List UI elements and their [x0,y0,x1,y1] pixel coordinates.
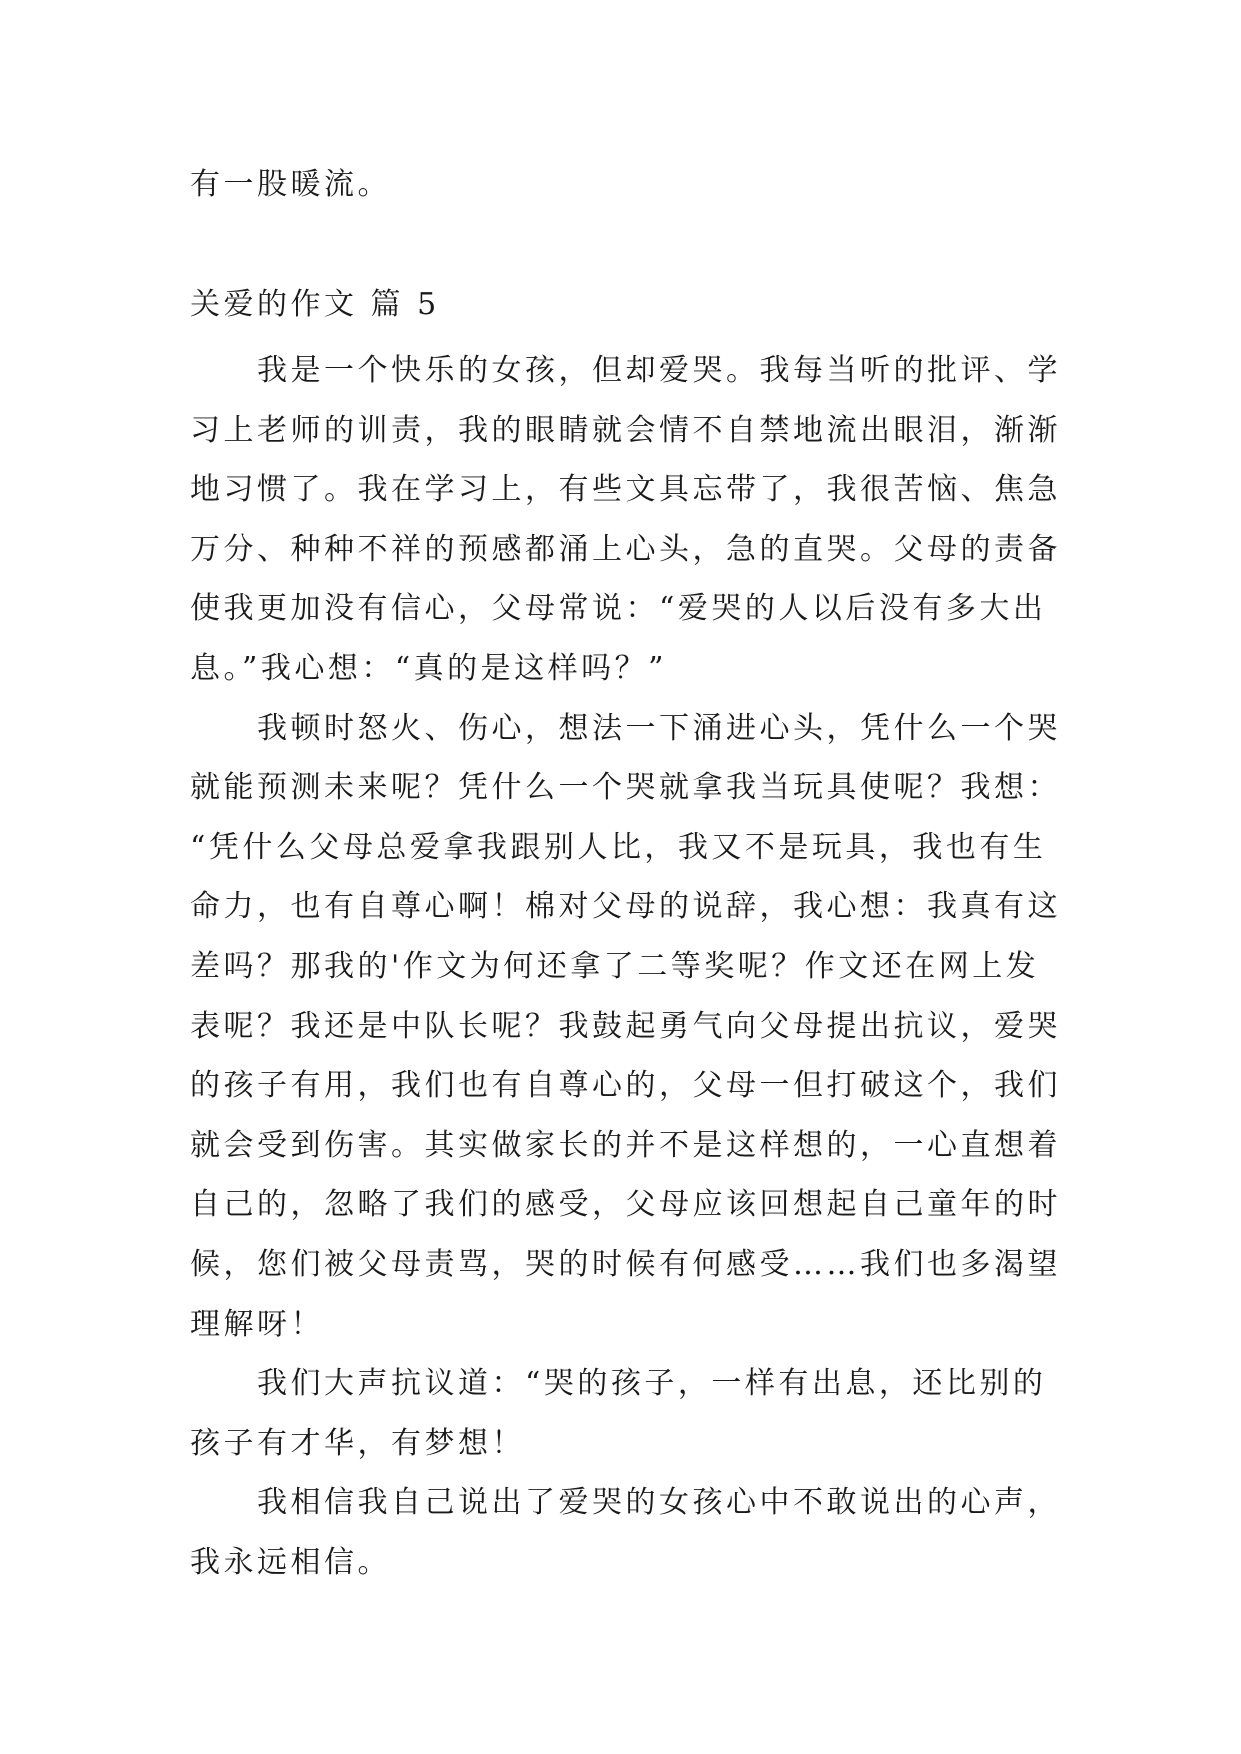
paragraph-line: 我顿时怒火、伤心，想法一下涌进心头，凭什么一个哭 [257,710,1061,746]
paragraph-line: 万分、种种不祥的预感都涌上心头，急的直哭。父母的责备 [190,531,1061,567]
paragraph-line: 息。”我心想：“真的是这样吗？” [190,650,668,686]
paragraph-line: 就会受到伤害。其实做家长的并不是这样想的，一心直想着 [190,1127,1061,1163]
paragraph-line: 表呢？我还是中队长呢？我鼓起勇气向父母提出抗议，爱哭 [190,1008,1061,1044]
essay-body [190,341,1061,1592]
paragraph-line: 我永远相信。 [190,1544,391,1580]
paragraph-line: 我是一个快乐的女孩，但却爱哭。我每当听的批评、学 [257,353,1061,388]
paragraph-line: 习上老师的训责，我的眼睛就会情不自禁地流出眼泪，渐渐 [190,412,1061,448]
paragraph [190,699,1061,1355]
paragraph-line: 孩子有才华，有梦想！ [190,1425,525,1461]
paragraph [190,341,1061,699]
paragraph-line: 我们大声抗议道：“哭的孩子，一样有出息，还比别的 [257,1366,1047,1402]
paragraph-line: 地习惯了。我在学习上，有些文具忘带了，我很苦恼、焦急 [190,472,1061,508]
paragraph-line: 理解呀！ [190,1306,324,1342]
paragraph [190,1354,1056,1473]
paragraph-line: 差吗？那我的'作文为何还拿了二等奖呢？作文还在网上发 [190,948,1040,984]
paragraph-line: 就能预测未来呢？凭什么一个哭就拿我当玩具使呢？我想： [190,770,1061,806]
essay-heading: 关爱的作文 篇 5 [190,287,440,322]
paragraph-line: 的孩子有用，我们也有自尊心的，父母一但打破这个，我们 [190,1068,1061,1104]
paragraph-line: 候，您们被父母责骂，哭的时候有何感受……我们也多渴望 [190,1246,1061,1282]
paragraph [190,1473,1061,1592]
paragraph-line: “凭什么父母总爱拿我跟别人比，我又不是玩具，我也有生 [190,829,1047,865]
continuation-text: 有一股暖流。 [190,167,391,202]
paragraph-line: 命力，也有自尊心啊！棉对父母的说辞，我心想：我真有这 [190,889,1061,925]
paragraph-line: 自己的，忽略了我们的感受，父母应该回想起自己童年的时 [190,1187,1061,1223]
paragraph-line: 我相信我自己说出了爱哭的女孩心中不敢说出的心声， [257,1485,1061,1521]
paragraph-line: 使我更加没有信心，父母常说：“爱哭的人以后没有多大出 [190,591,1047,627]
